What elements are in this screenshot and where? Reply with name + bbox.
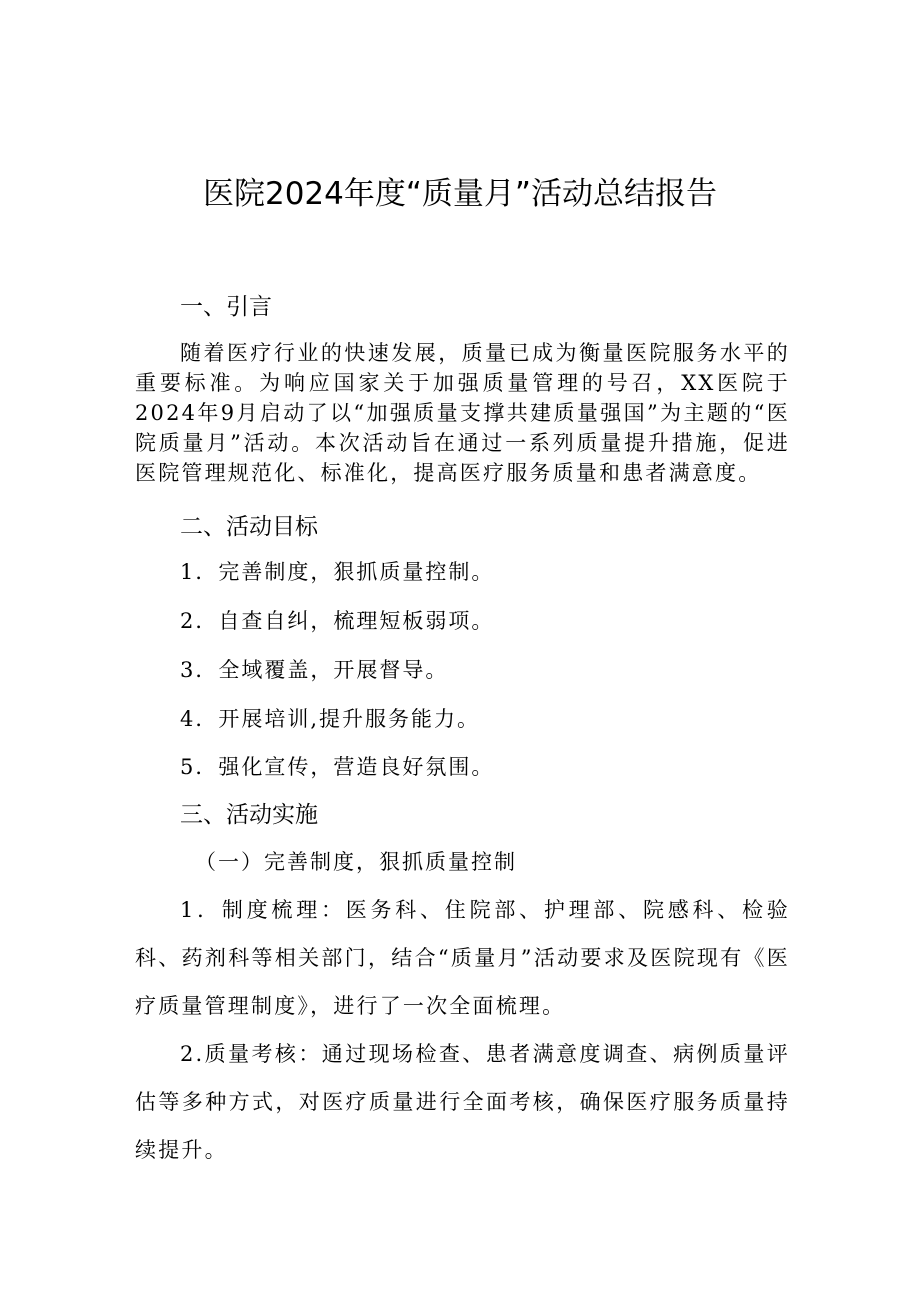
section-heading-implementation: 三、活动实施 <box>180 802 318 828</box>
implementation-paragraph: 2.质量考核：通过现场检查、患者满意度调查、病例质量评估等多种方式，对医疗质量进行全面考核，确保医疗服务质量持续提升。 <box>135 1042 790 1162</box>
goal-item: 5．强化宣传，营造良好氛围。 <box>180 755 495 779</box>
goal-item: 4．开展培训,提升服务能力。 <box>180 707 481 731</box>
goal-item: 1．完善制度，狠抓质量控制。 <box>180 560 495 584</box>
section-heading-goals: 二、活动目标 <box>180 514 318 540</box>
implementation-paragraph: 1．制度梳理：医务科、住院部、护理部、院感科、检验科、药剂科等相关部门，结合“质量月”活动要求及医院现有《医疗质量管理制度》，进行了一次全面梳理。 <box>135 898 790 1018</box>
introduction-paragraph: 随着医疗行业的快速发展，质量已成为衡量医院服务水平的重要标准。为响应国家关于加强质量管理的号召，XX医院于2024年9月启动了以“加强质量支撑共建质量强国”为主题的“医院质量月”活动。本次活动旨在通过一系列质量提升措施，促进医院管理规范化、标准化，提高医疗服务质量和患者满意度。 <box>135 341 790 485</box>
goal-item: 3．全域覆盖，开展督导。 <box>180 658 449 682</box>
goal-item: 2．自查自纠，梳理短板弱项。 <box>180 609 495 633</box>
implementation-subheading: （一）完善制度，狠抓质量控制 <box>195 850 517 874</box>
section-heading-introduction: 一、引言 <box>180 294 272 320</box>
document-title: 医院2024年度“质量月”活动总结报告 <box>202 176 717 212</box>
